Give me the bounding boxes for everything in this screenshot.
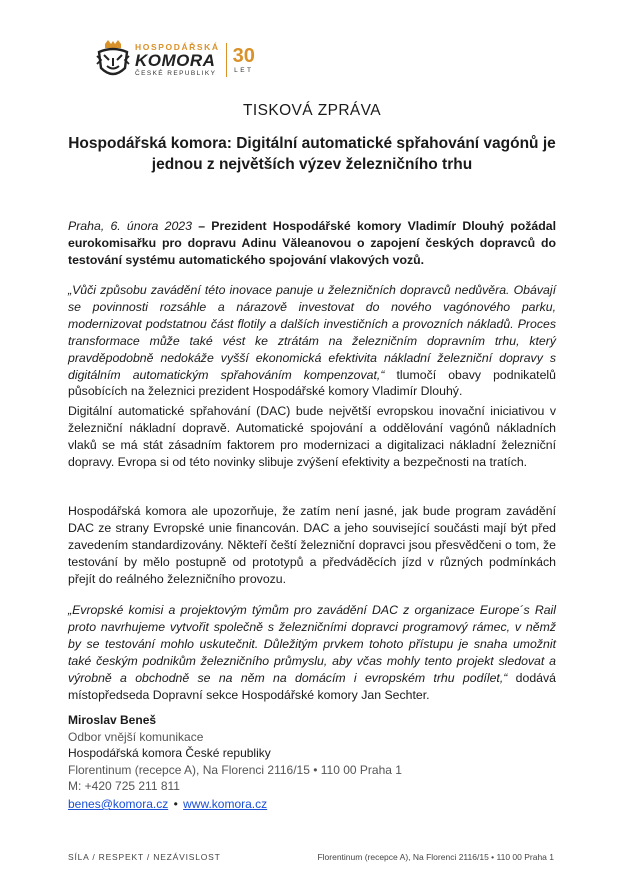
quote-1: „Vůči způsobu zavádění této inovace panuje u železničních dopravců nedůvěra. Obávají se povinnosti rozsáhle a nárazově investovat do nového vagónového parku, modernizovat podstatnou část flotily a dalších investičních a provozních nákladů. Proces transformace může také vést ke ztrátám na železničním dopravním trhu, který pravděpodobně nedokáže vyšší ekonomická efektivita nákladní železniční dopravy s digitálním automatickým spřahováním kompenzovat,“: [68, 283, 556, 382]
anniversary-number: 30: [232, 44, 255, 67]
contact-organization: Hospodářská komora České republiky: [68, 746, 271, 760]
logo-line-3: ČESKÉ REPUBLIKY: [135, 70, 217, 77]
logo: [95, 40, 255, 80]
logo-line-1: HOSPODÁŘSKÁ: [135, 41, 220, 52]
contact-phone: M: +420 725 211 811: [68, 779, 180, 793]
footer-address: Florentinum (recepce A), Na Florenci 2116/15 • 110 00 Praha 1: [317, 852, 554, 862]
document-type: TISKOVÁ ZPRÁVA: [243, 102, 381, 119]
lead-paragraph: [68, 218, 556, 269]
quote-paragraph-1: [68, 282, 556, 400]
contact-role: Odbor vnější komunikace: [68, 729, 204, 744]
lead-text: – Prezident Hospodářské komory Vladimír Dlouhý požádal eurokomisařku pro dopravu Adinu Văleanovou o zapojení českých dopravců do testování systému automatického spojování vlakových vozů.: [68, 219, 556, 267]
quote-paragraph-2: [68, 602, 556, 703]
quote-2-attribution: dodává místopředseda Dopravní sekce Hospodářské komory Jan Sechter.: [68, 670, 556, 702]
anniversary-mark: [233, 46, 255, 75]
contact-name: Miroslav Beneš: [68, 713, 157, 727]
email-link[interactable]: benes@komora.cz: [68, 797, 169, 811]
footer-motto: SÍLA / RESPEKT / NEZÁVISLOST: [68, 852, 221, 862]
quote-1-attribution: tlumočí obavy podnikatelů působících na železnici prezident Hospodářské komory Vladimír Dlouhý.: [68, 367, 556, 399]
website-link[interactable]: www.komora.cz: [183, 797, 268, 811]
logo-line-2: KOMORA: [135, 51, 216, 70]
link-separator: •: [173, 797, 178, 811]
paragraph-4: Hospodářská komora ale upozorňuje, že zatím není jasné, jak bude program zavádění DAC ze strany Evropské unie financován. DAC a jeho související součásti mají být před zavedením standardizovány. Někteří čeští železniční dopravci jsou přesvědčeni o tom, že testování by mělo postupně od prototypů a předváděcích jízd v různých podmínkách přejít do reálného železničního provozu.: [68, 504, 556, 586]
paragraph-3: Digitální automatické spřahování (DAC) bude největší evropskou inovační iniciativou v železniční nákladní dopravě. Automatické spojování a oddělování vagónů nákladních vlaků se má stát zásadním faktorem pro modernizaci a digitalizaci nákladní železniční dopravy. Evropa si od této novinky slibuje zvýšení efektivity a bezpečnosti na tratích.: [68, 404, 556, 469]
page-title: Hospodářská komora: Digitální automatické spřahování vagónů je jednou z největších výzev železničního trhu: [68, 135, 556, 173]
contact-block: [68, 712, 402, 795]
lead-place-date: Praha, 6. února 2023: [68, 219, 192, 233]
contact-links: [68, 797, 267, 811]
logo-divider: [226, 43, 227, 77]
anniversary-unit: LET: [234, 66, 254, 74]
quote-2: „Evropské komisi a projektovým týmům pro zavádění DAC z organizace Europe´s Rail proto navrhujeme vytvořit společně s železničními dopravci programový rámec, v němž by se testování mohlo uskutečnit. Důležitým prvkem tohoto přístupu je snaha umožnit také českým podnikům železničního průmyslu, aby včas mohly tento projekt sledovat a výrobně a obchodně se na něm na domácím i evropském trhu podílet,“: [68, 603, 556, 685]
lion-emblem-icon: [95, 40, 131, 80]
contact-address: Florentinum (recepce A), Na Florenci 2116/15 • 110 00 Praha 1: [68, 762, 402, 777]
